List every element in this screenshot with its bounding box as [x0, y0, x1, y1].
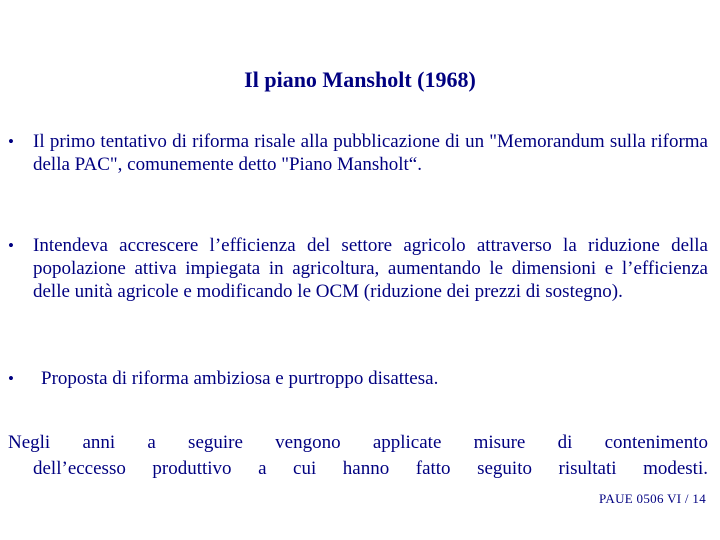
slide-title: Il piano Mansholt (1968)	[244, 67, 476, 92]
bullet-text: Intendeva accrescere l’efficienza del settore agricolo attraverso la riduzione della popolazione attiva impiegata in agricoltura, aumentando le dimensioni e l’efficienza delle unità agricole e modificando le OCM (riduzione dei prezzi di sostegno).	[33, 235, 708, 302]
closing-paragraph	[8, 430, 708, 482]
bullet-marker: •	[8, 369, 14, 388]
bullet-marker: •	[8, 132, 14, 151]
bullet-marker: •	[8, 236, 14, 255]
bullet-item-2	[8, 234, 708, 303]
bullet-item-3	[8, 367, 708, 390]
bullet-text: Proposta di riforma ambiziosa e purtroppo disattesa.	[41, 368, 439, 389]
bullet-item-1	[8, 130, 708, 176]
bullet-text: Il primo tentativo di riforma risale alla pubblicazione di un "Memorandum sulla riforma della PAC", comunemente detto "Piano Mansholt“.	[33, 131, 708, 175]
paragraph-line-2: dell’eccesso produttivo a cui hanno fatto seguito risultati modesti.	[33, 458, 708, 479]
slide-footer: PAUE 0506 VI / 14	[599, 491, 706, 506]
paragraph-line-1: Negli anni a seguire vengono applicate misure di contenimento	[8, 432, 708, 453]
